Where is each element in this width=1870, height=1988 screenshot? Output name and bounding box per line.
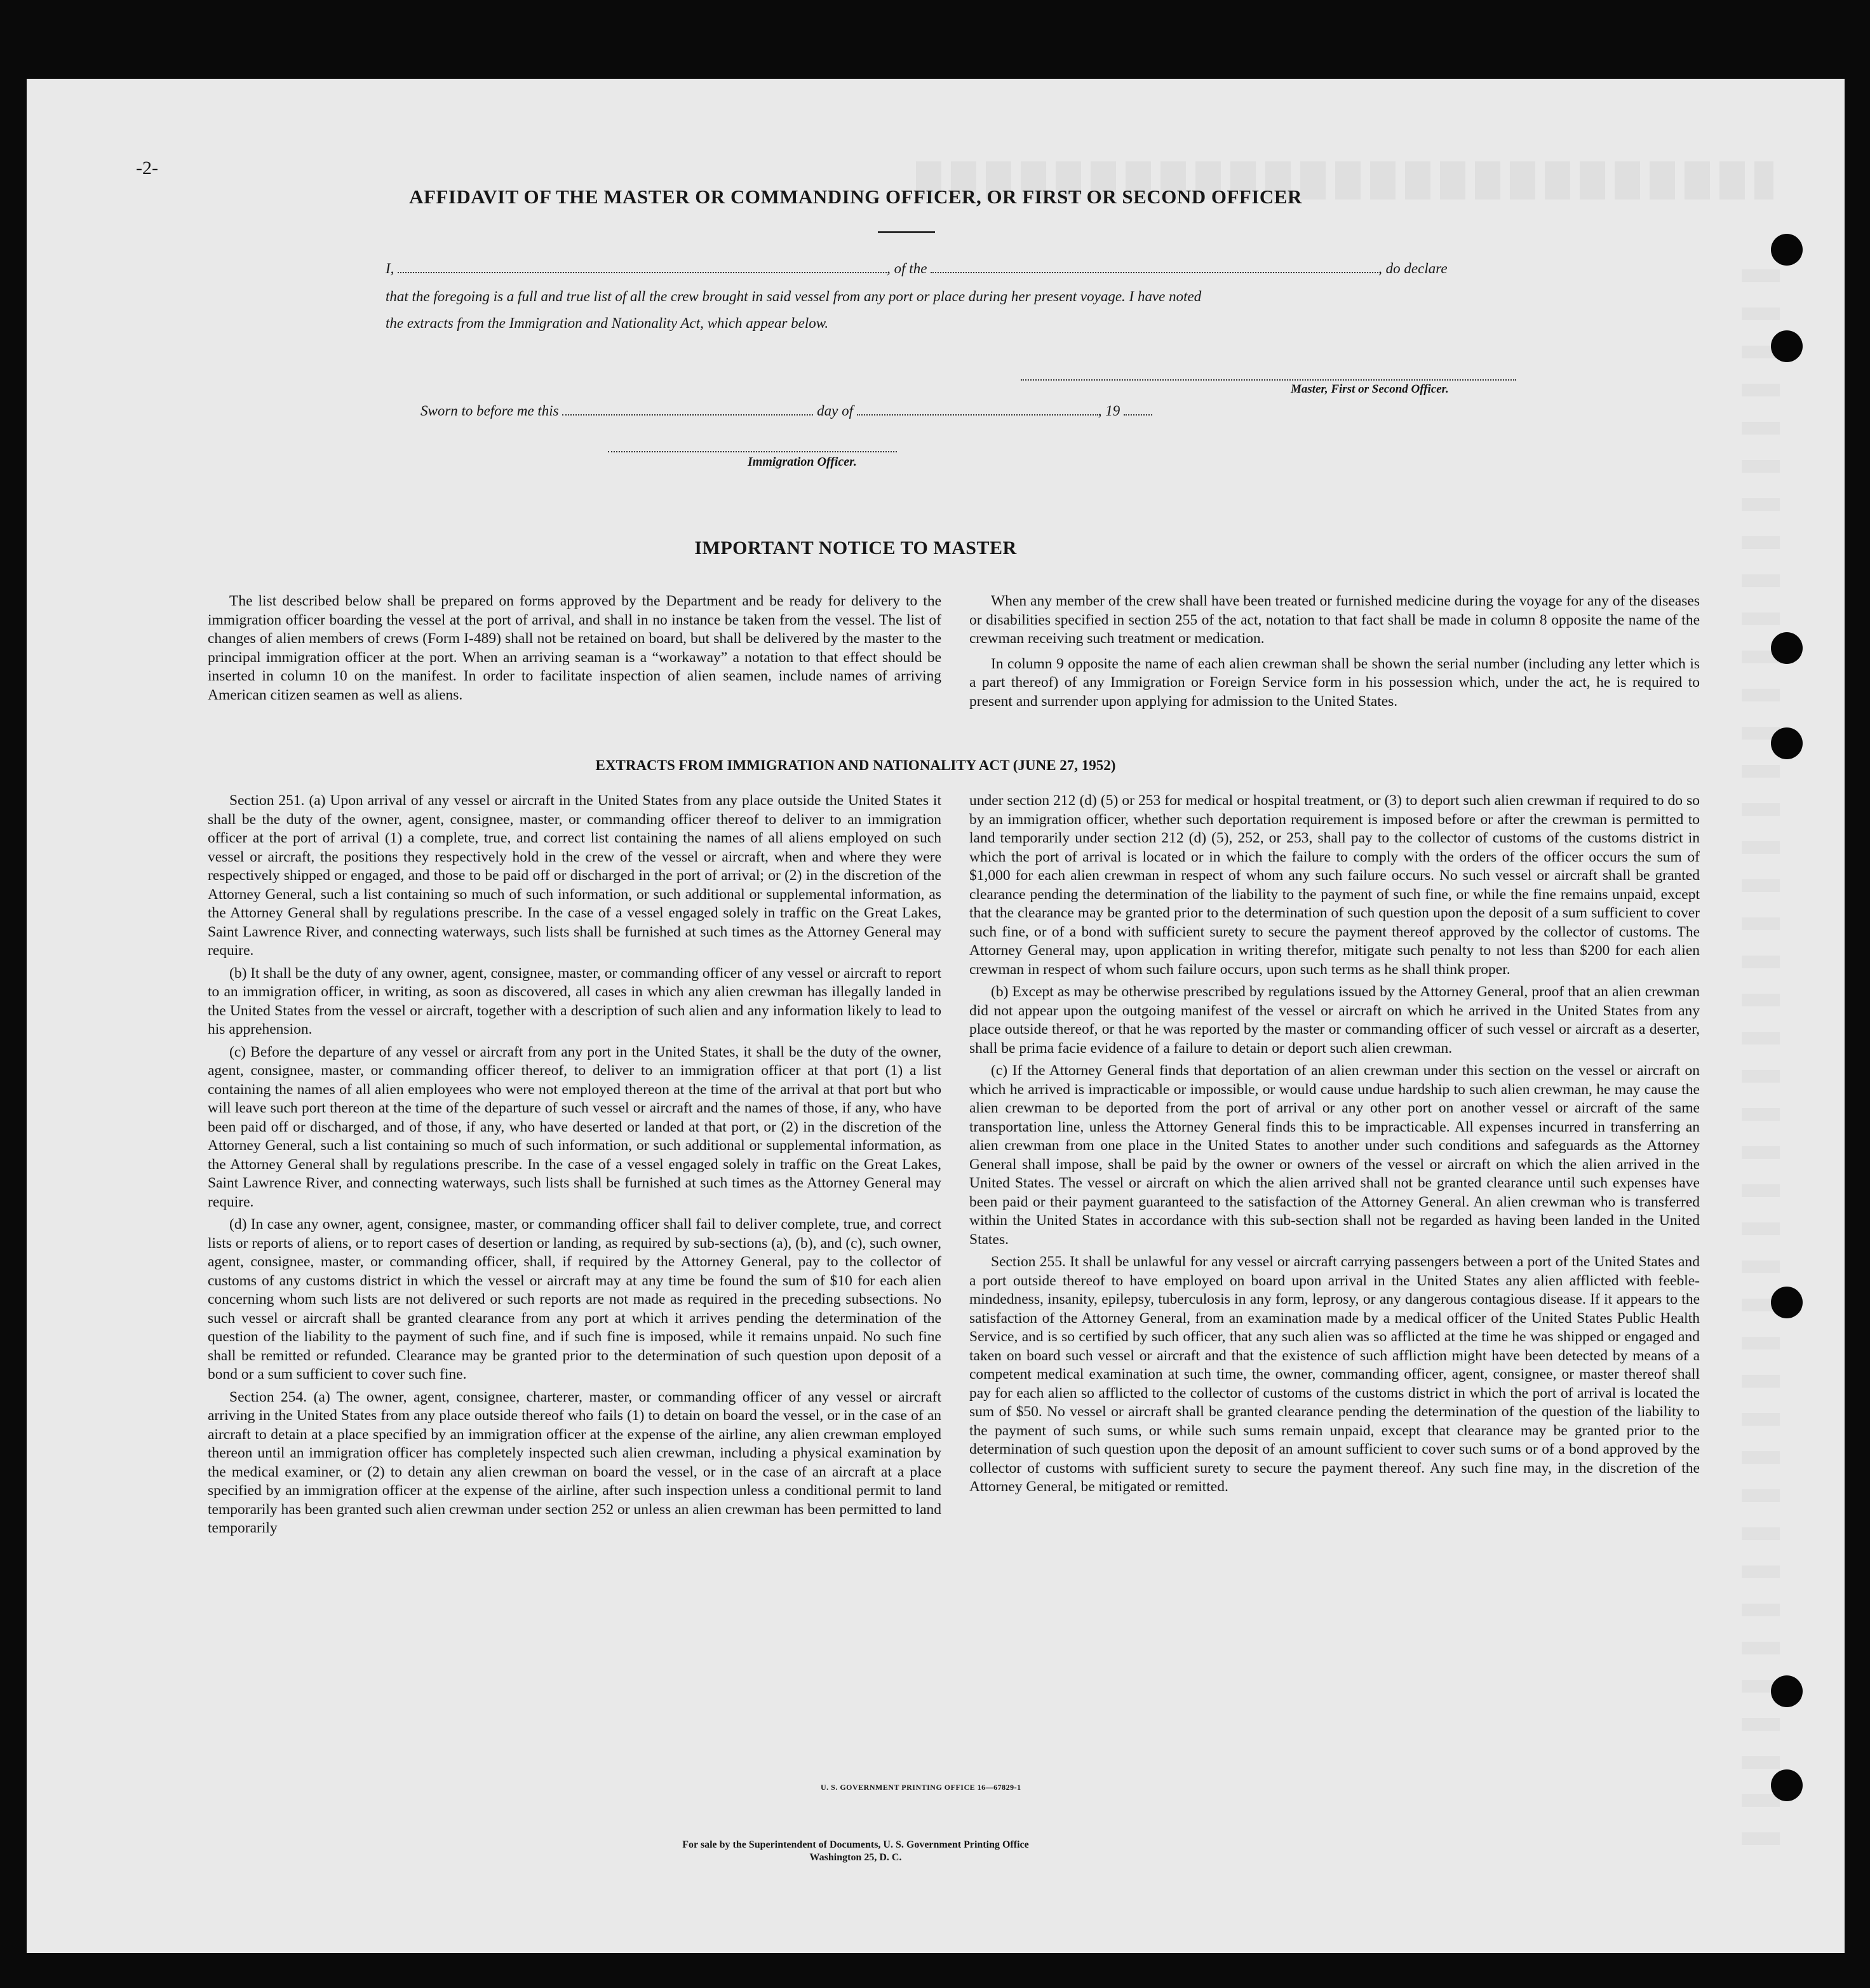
punch-hole (1771, 330, 1803, 362)
section-254-b: (b) Except as may be otherwise prescribed by regulations issued by the Attorney General, proof that an alien crewman did not appear upon the outgoing manifest of the vessel or aircraft on which he arrived in the United States from any place outside thereof, or that he was reported by the master or commanding officer of such vessel or aircraft as a deserter, shall be prima facie evidence of a failure to detain or deport such alien crewman. (969, 984, 1700, 1057)
sworn-line (420, 403, 1259, 419)
year-label: , 19 (1098, 403, 1120, 419)
day-blank[interactable] (562, 414, 813, 416)
affidavit-title: AFFIDAVIT OF THE MASTER OR COMMANDING OFFICER, OR FIRST OR SECOND OFFICER (409, 186, 1302, 208)
notice-title: IMPORTANT NOTICE TO MASTER (694, 538, 1017, 558)
sworn-label: Sworn to before me this (420, 403, 559, 419)
notice-right-column (969, 592, 1700, 711)
extracts-title: EXTRACTS FROM IMMIGRATION AND NATIONALITY ACT (JUNE 27, 1952) (595, 757, 1116, 773)
punch-hole (1771, 1675, 1803, 1707)
extracts-left-column (208, 792, 941, 1538)
year-blank[interactable] (1124, 414, 1152, 416)
page-marker: -2- (136, 158, 158, 179)
master-signature-line[interactable] (1021, 379, 1516, 381)
bleed-through-column (1742, 269, 1780, 1858)
punch-hole (1771, 632, 1803, 664)
section-251-b: (b) It shall be the duty of any owner, agent, consignee, master, or commanding officer of any vessel or aircraft to report to an immigration officer, in writing, as soon as discovered, all cases in which any alien crewman has illegally landed in the United States from the vessel or aircraft, together with a description of such alien and any information likely to lead to his apprehension. (208, 964, 941, 1038)
declaration-line (386, 260, 1548, 277)
notice-left-column (208, 592, 941, 705)
title-rule (878, 231, 935, 233)
notice-right-paragraph-1: When any member of the crew shall have been treated or furnished medicine during the voyage for any of the diseases or disabilities specified in section 255 of the act, notation to that fact shall be made in column 8 opposite the name of the crewman receiving such treatment or medication. (969, 593, 1700, 647)
sale-line-1: For sale by the Superintendent of Documents, U. S. Government Printing Office (682, 1839, 1029, 1850)
statement-line-2: the extracts from the Immigration and Nationality Act, which appear below. (386, 315, 829, 331)
vessel-blank[interactable] (931, 271, 1378, 273)
officer-label: Immigration Officer. (748, 455, 857, 469)
of-the-label: , of the (887, 260, 927, 276)
month-blank[interactable] (857, 414, 1098, 416)
section-254-a: Section 254. (a) The owner, agent, consignee, charterer, master, or commanding officer of any vessel or aircraft arriving in the United States from any place outside thereof who fails (1) to detain on board the vessel, or in the case of an aircraft to detain at a place specified by an immigration officer at the expense of the airline, any alien crewman employed thereon until an immigration officer has completely inspected such alien crewman, including a physical examination by the medical examiner, or (2) to detain any alien crewman on board the vessel, or in the case of an aircraft at a place specified by an immigration officer at the expense of the airline, after such inspection unless a conditional permit to land temporarily has been granted such alien crewman under section 252 or unless an alien crewman has been permitted to land temporarily (208, 1388, 941, 1536)
sale-line-2: Washington 25, D. C. (809, 1852, 902, 1863)
statement-line-1: that the foregoing is a full and true list of all the crew brought in said vessel from any port or place during her present voyage. I have noted (386, 288, 1202, 304)
document-page (27, 79, 1845, 1953)
sale-notice (27, 1839, 1685, 1864)
notice-right-paragraph-2: In column 9 opposite the name of each alien crewman shall be shown the serial number (including any letter which is a part thereof) of any Immigration or Foreign Service form in his possession which, under the act, he is required to present and surrender upon applying for admission to the United States. (969, 655, 1700, 710)
name-blank[interactable] (398, 271, 887, 273)
i-label: I, (386, 260, 394, 276)
punch-hole (1771, 234, 1803, 266)
section-255: Section 255. It shall be unlawful for any vessel or aircraft carrying passengers between a port of the United States and a port outside thereof to have employed on board upon arrival in the United States any alien afflicted with feeble-mindedness, insanity, epilepsy, tuberculosis in any form, leprosy, or any dangerous contagious disease. If it appears to the satisfaction of the Attorney General, from an examination made by a medical officer of the United States Public Health Service, and is so certified by such officer, that any such alien was so afflicted at the time he was shipped or engaged and taken on board such vessel or aircraft and that the existence of such affliction might have been detected by means of a competent medical examination at such time, the owner, commanding officer, agent, consignee, or master thereof shall pay for each alien so afflicted to the collector of customs of the customs district in which the port of arrival is located the sum of $50. No vessel or aircraft shall be granted clearance pending the determination of the question of the liability to the payment of such sums, or while such sums remain unpaid, except that clearance may be granted prior to the determination of such question upon the deposit of an amount sufficient to cover such sums or of a bond approved by the collector of customs with sufficient surety to secure the payment thereof. Any such fine may, in the discretion of the Attorney General, be mitigated or remitted. (969, 1254, 1700, 1495)
section-254-c: (c) If the Attorney General finds that deportation of an alien crewman under this section on the vessel or aircraft on which he arrived is impracticable or impossible, or would cause undue hardship to such alien crewman, he may cause the alien crewman to be deported from the port of arrival or any other port on another vessel or aircraft of the same transportation line, unless the Attorney General finds this to be impracticable. All expenses incurred in transferring an alien crewman from one place in the United States to another under such conditions and safeguards as the Attorney General shall impose, shall be paid by the owner or owners of the vessel or aircraft on which the alien arrived in the United States. The vessel or aircraft on which the alien arrived shall not be granted clearance until such expenses have been paid or their payment guaranteed to the satisfaction of the Attorney General. An alien crewman who is transferred within the United States in accordance with this sub-section shall not be regarded as having been landed in the United States. (969, 1062, 1700, 1248)
extracts-right-column (969, 792, 1700, 1497)
notice-left-paragraph: The list described below shall be prepared on forms approved by the Department and be ready for delivery to the immigration officer boarding the vessel at the port of arrival, and shall in no instance be taken from the vessel. The list of changes of alien members of crews (Form I-489) shall not be retained on board, but shall be delivered by the master to the principal immigration officer at the port. When an arriving seaman is a “workaway” a notation to that effect should be inserted in column 10 on the manifest. In order to facilitate inspection of alien seamen, include names of arriving American citizen seamen as well as aliens. (208, 593, 941, 703)
section-254-a-continued: under section 212 (d) (5) or 253 for medical or hospital treatment, or (3) to deport such alien crewman if required to do so by an immigration officer, whether such deportation requirement is imposed before or after the crewman is permitted to land temporarily under section 212 (d) (5), 252, or 253, shall pay to the collector of customs of the customs district in which the port of arrival is located or in which the failure to comply with the orders of the officer occurs the sum of $1,000 for each alien crewman in respect of whom any such failure occurs. No such vessel or aircraft shall be granted clearance pending the determination of the liability to the payment of such fine, or while the fine remains unpaid, except that the clearance may be granted prior to the determination of such question upon the deposit of a sum sufficient to cover such fine, or of a bond with sufficient surety to secure the payment thereof approved by the collector of customs. The Attorney General may, upon application in writing therefor, mitigate such penalty to not less than $200 for each alien crewman in respect of whom such failure occurs, upon such terms as he shall think proper. (969, 792, 1700, 978)
section-251-d: (d) In case any owner, agent, consignee, master, or commanding officer shall fail to deliver complete, true, and correct lists or reports of aliens, or to report cases of desertion or landing, as required by sub-sections (a), (b), and (c), such owner, agent, consignee, master, or commanding officer, shall, if required by the Attorney General, pay to the collector of customs of any customs district in which the vessel or aircraft may at any time be found the sum of $10 for each alien concerning whom such lists are not delivered or such reports are not made as required in the preceding subsections. No such vessel or aircraft shall be granted clearance from any port at which it arrives pending the determination of the question of the liability to the payment of such fine, and if such fine is imposed, while it remains unpaid. No such fine shall be remitted or refunded. Clearance may be granted prior to the determination of such question upon deposit of a bond or a sum sufficient to cover such fine. (208, 1216, 941, 1383)
punch-hole (1771, 727, 1803, 759)
gpo-imprint: U. S. GOVERNMENT PRINTING OFFICE 16—67829-1 (821, 1783, 1021, 1792)
section-251-a: Section 251. (a) Upon arrival of any vessel or aircraft in the United States from any place outside the United States it shall be the duty of the owner, agent, consignee, master, or commanding officer thereof to deliver to an immigration officer at the port of arrival (1) a complete, true, and correct list containing the names of all aliens employed on such vessel or aircraft, the positions they respectively hold in the crew of the vessel or aircraft, when and where they were respectively shipped or engaged, and those to be paid off or discharged in the port of arrival; or (2) in the discretion of the Attorney General, such a list containing so much of such information, or such additional or supplemental information, as the Attorney General shall by regulations prescribe. In the case of a vessel engaged solely in traffic on the Great Lakes, Saint Lawrence River, and connecting waterways, such lists shall be furnished at such times as the Attorney General may require. (208, 792, 941, 959)
officer-signature-line[interactable] (608, 451, 897, 452)
do-declare-label: , do declare (1378, 260, 1448, 276)
punch-hole (1771, 1287, 1803, 1318)
section-251-c: (c) Before the departure of any vessel or aircraft from any port in the United States, it shall be the duty of the owner, agent, consignee, master, or commanding officer thereof, to deliver to an immigration officer at that port (1) a list containing the names of all alien employees who were not employed thereon at the time of the arrival at that port but who will leave such port thereon at the time of the departure of such vessel or aircraft and the names of those, if any, who have been paid off or discharged, and of those, if any, who have deserted or landed at that port, or (2) in the discretion of the Attorney General, such a list containing so much of such information, or such additional or supplemental information, as the Attorney General shall by regulations prescribe. In the case of a vessel engaged solely in traffic on the Great Lakes, Saint Lawrence River, and connecting waterways, such lists shall be furnished at such times as the Attorney General may require. (208, 1043, 941, 1210)
day-of-label: day of (817, 403, 853, 419)
master-label: Master, First or Second Officer. (1291, 382, 1449, 396)
punch-hole (1771, 1769, 1803, 1801)
